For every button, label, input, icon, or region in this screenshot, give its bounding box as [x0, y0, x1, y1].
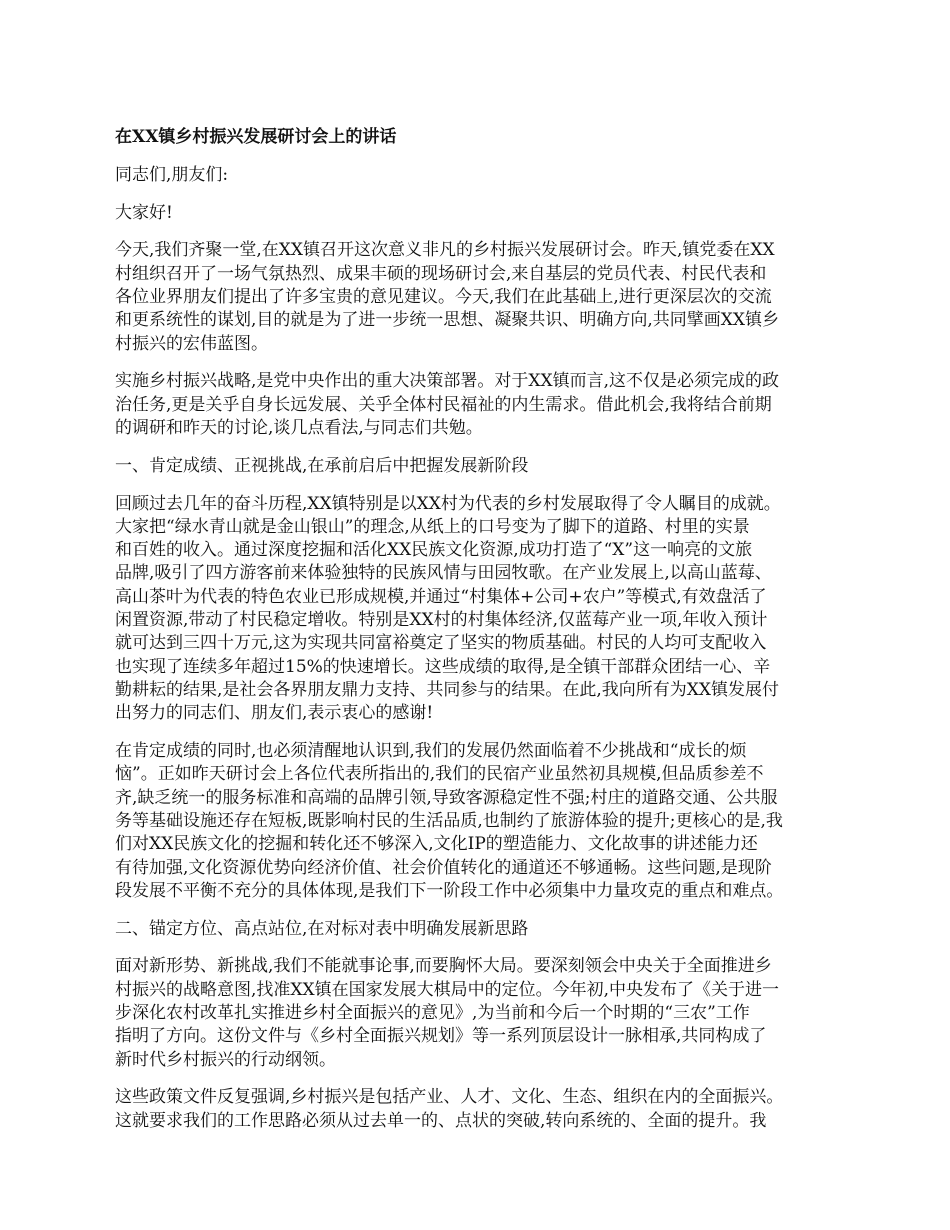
text-line: 的调研和昨天的讨论,谈几点看法,与同志们共勉。	[115, 417, 483, 438]
text-line: 回顾过去几年的奋斗历程,XX镇特别是以XX村为代表的乡村发展取得了令人瞩目的成就。	[115, 493, 781, 514]
body-paragraphs	[115, 239, 835, 1133]
text-line: 二、锚定方位、高点站位,在对标对表中明确发展新思路	[115, 918, 529, 939]
text-line: 出努力的同志们、朋友们,表示衷心的感谢!	[115, 703, 434, 724]
text-line: 这些政策文件反复强调,乡村振兴是包括产业、人才、文化、生态、组织在内的全面振兴。	[115, 1087, 784, 1108]
body-paragraph	[115, 1086, 835, 1133]
text-line: 也实现了连续多年超过15%的快速增长。这些成绩的取得,是全镇干部群众团结一心、辛	[115, 656, 771, 677]
text-line: 村组织召开了一场气氛热烈、成果丰硕的现场研讨会,来自基层的党员代表、村民代表和	[115, 263, 767, 284]
text-line: 各位业界朋友们提出了许多宝贵的意见建议。今天,我们在此基础上,进行更深层次的交流	[115, 286, 772, 307]
body-paragraph	[115, 955, 835, 1071]
body-paragraph	[115, 239, 835, 355]
greeting: 同志们,朋友们:	[115, 164, 229, 185]
text-line: 闲置资源,带动了村民稳定增收。特别是XX村的村集体经济,仅蓝莓产业一项,年收入预计	[115, 610, 768, 631]
document-page	[115, 126, 835, 1147]
text-line: 治任务,更是关乎自身长远发展、关乎全体村民福祉的内生需求。借此机会,我将结合前期	[115, 394, 772, 415]
text-line: 步深化农村改革扎实推进乡村全面振兴的意见》,为当前和今后一个时期的“三农”工作	[115, 1003, 750, 1023]
body-paragraph	[115, 370, 835, 440]
text-line: 高山茶叶为代表的特色农业已形成规模,并通过“村集体+公司+农户”等模式,有效盘活了	[115, 586, 767, 607]
body-paragraph	[115, 493, 835, 726]
text-line: 在肯定成绩的同时,也必须清醒地认识到,我们的发展仍然面临着不少挑战和“成长的烦	[115, 741, 747, 762]
text-line: 这就要求我们的工作思路必须从过去单一的、点状的突破,转向系统的、全面的提升。我	[115, 1110, 767, 1131]
document-title: 在XX镇乡村振兴发展研讨会上的讲话	[115, 127, 397, 147]
salutation: 大家好!	[115, 202, 173, 223]
text-line: 大家把“绿水青山就是金山银山”的理念,从纸上的口号变为了脚下的道路、村里的实景	[115, 516, 750, 537]
text-line: 一、肯定成绩、正视挑战,在承前启后中把握发展新阶段	[115, 455, 529, 476]
text-line: 品牌,吸引了四方游客前来体验独特的民族风情与田园牧歌。在产业发展上,以高山蓝莓、	[115, 563, 772, 584]
text-line: 今天,我们齐聚一堂,在XX镇召开这次意义非凡的乡村振兴发展研讨会。昨天,镇党委在XX	[115, 240, 775, 261]
text-line: 勤耕耘的结果,是社会各界朋友鼎力支持、共同参与的结果。在此,我向所有为XX镇发展付	[115, 679, 780, 700]
section-heading	[115, 918, 835, 941]
text-line: 齐,缺乏统一的服务标准和高端的品牌引领,导致客源稳定性不强;村庄的道路交通、公共服	[115, 787, 778, 808]
text-line: 恼”。正如昨天研讨会上各位代表所指出的,我们的民宿产业虽然初具规模,但品质参差不	[115, 764, 764, 785]
text-line: 指明了方向。这份文件与《乡村全面振兴规划》等一系列顶层设计一脉相承,共同构成了	[115, 1026, 767, 1047]
text-line: 实施乡村振兴战略,是党中央作出的重大决策部署。对于XX镇而言,这不仅是必须完成的政	[115, 371, 780, 392]
text-line: 们对XX民族文化的挖掘和转化还不够深入,文化IP的塑造能力、文化故事的讲述能力还	[115, 834, 758, 855]
text-line: 和百姓的收入。通过深度挖掘和活化XX民族文化资源,成功打造了“X”这一响亮的文旅	[115, 540, 753, 561]
text-line: 面对新形势、新挑战,我们不能就事论事,而要胸怀大局。要深刻领会中央关于全面推进乡	[115, 956, 772, 977]
section-heading	[115, 455, 835, 478]
body-paragraph	[115, 740, 835, 903]
text-line: 和更系统性的谋划,目的就是为了进一步统一思想、凝聚共识、明确方向,共同擘画XX镇乡	[115, 310, 780, 331]
text-line: 有待加强,文化资源优势向经济价值、社会价值转化的通道还不够通畅。这些问题,是现阶	[115, 857, 772, 878]
text-line: 务等基础设施还存在短板,既影响村民的生活品质,也制约了旅游体验的提升;更核心的是,我	[115, 810, 783, 831]
text-line: 新时代乡村振兴的行动纲领。	[115, 1049, 336, 1070]
text-line: 就可达到三四十万元,这为实现共同富裕奠定了坚实的物质基础。村民的人均可支配收入	[115, 633, 767, 654]
text-line: 段发展不平衡不充分的具体体现,是我们下一阶段工作中必须集中力量攻克的重点和难点。	[115, 880, 784, 901]
text-line: 村振兴的宏伟蓝图。	[115, 333, 268, 354]
text-line: 村振兴的战略意图,找准XX镇在国家发展大棋局中的定位。今年初,中央发布了《关于进一	[115, 979, 780, 1000]
